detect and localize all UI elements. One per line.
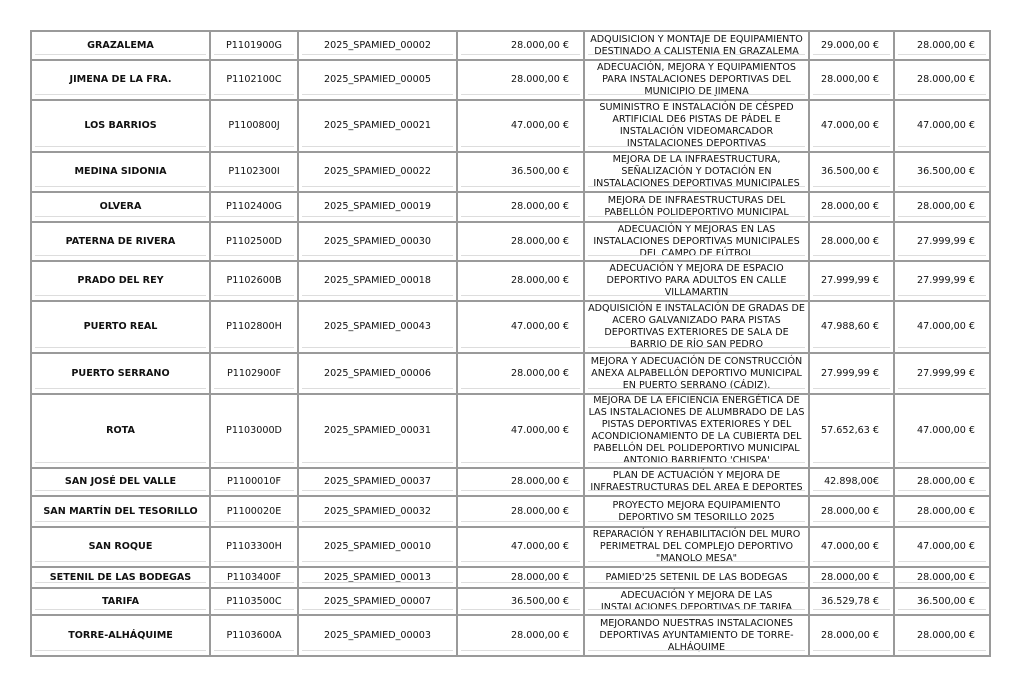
cif-cell: P1101900G <box>210 31 298 60</box>
requested-amount-cell: 28.000,00 € <box>457 353 584 394</box>
project-cell: SUMINISTRO E INSTALACIÓN DE CÉSPED ARTIFICIAL DE6 PISTAS DE PÁDEL E INSTALACIÓN VIDEOMARCADOR INSTALACIONES DEPORTIVAS <box>584 100 809 152</box>
budget-cell: 28.000,00 € <box>809 222 894 261</box>
budget-cell: 36.500,00 € <box>809 152 894 192</box>
granted-amount-cell: 47.000,00 € <box>894 394 990 468</box>
project-cell: MEJORA DE LA EFICIENCIA ENERGÉTICA DE LAS INSTALACIONES DE ALUMBRADO DE LAS PISTAS DEPORTIVAS EXTERIORES Y DEL ACONDICIONAMIENTO DE LA CUBIERTA DEL PABELLÓN DEL POLIDEPORTIVO MUNICIPAL ANTONIO BARRIENTO 'CHISPA' <box>584 394 809 468</box>
table-row <box>31 31 990 60</box>
requested-amount-cell: 28.000,00 € <box>457 496 584 527</box>
budget-cell: 27.999,99 € <box>809 261 894 301</box>
cif-cell: P1103500C <box>210 588 298 615</box>
municipality-cell: JIMENA DE LA FRA. <box>31 60 210 100</box>
municipality-cell: PUERTO REAL <box>31 301 210 353</box>
granted-amount-cell: 47.000,00 € <box>894 301 990 353</box>
cif-cell: P1102900F <box>210 353 298 394</box>
municipality-cell: OLVERA <box>31 192 210 222</box>
granted-amount-cell: 28.000,00 € <box>894 615 990 656</box>
project-cell: MEJORA Y ADECUACIÓN DE CONSTRUCCIÓN ANEXA ALPABELLÓN DEPORTIVO MUNICIPAL EN PUERTO SERRANO (CÁDIZ). <box>584 353 809 394</box>
municipality-cell: LOS BARRIOS <box>31 100 210 152</box>
project-cell: ADECUACIÓN Y MEJORAS EN LAS INSTALACIONES DEPORTIVAS MUNICIPALES DEL CAMPO DE FÚTBOL <box>584 222 809 261</box>
file-number-cell: 2025_SPAMIED_00018 <box>298 261 457 301</box>
table-row <box>31 527 990 567</box>
requested-amount-cell: 36.500,00 € <box>457 152 584 192</box>
cif-cell: P1103400F <box>210 567 298 588</box>
table-row <box>31 615 990 656</box>
table-row <box>31 152 990 192</box>
file-number-cell: 2025_SPAMIED_00030 <box>298 222 457 261</box>
requested-amount-cell: 47.000,00 € <box>457 527 584 567</box>
granted-amount-cell: 36.500,00 € <box>894 152 990 192</box>
file-number-cell: 2025_SPAMIED_00032 <box>298 496 457 527</box>
budget-cell: 27.999,99 € <box>809 353 894 394</box>
municipality-cell: SAN ROQUE <box>31 527 210 567</box>
file-number-cell: 2025_SPAMIED_00005 <box>298 60 457 100</box>
cif-cell: P1102100C <box>210 60 298 100</box>
table-row <box>31 353 990 394</box>
file-number-cell: 2025_SPAMIED_00003 <box>298 615 457 656</box>
project-cell: ADECUACIÓN Y MEJORA DE ESPACIO DEPORTIVO PARA ADULTOS EN CALLE VILLAMARTIN <box>584 261 809 301</box>
project-cell: ADECUACIÓN Y MEJORA DE LAS INSTALACIONES DEPORTIVAS DE TARIFA <box>584 588 809 615</box>
granted-amount-cell: 28.000,00 € <box>894 31 990 60</box>
budget-cell: 28.000,00 € <box>809 192 894 222</box>
municipality-cell: SETENIL DE LAS BODEGAS <box>31 567 210 588</box>
granted-amount-cell: 28.000,00 € <box>894 496 990 527</box>
project-cell: MEJORANDO NUESTRAS INSTALACIONES DEPORTIVAS AYUNTAMIENTO DE TORRE-ALHÁQUIME <box>584 615 809 656</box>
cif-cell: P1102500D <box>210 222 298 261</box>
budget-cell: 57.652,63 € <box>809 394 894 468</box>
budget-cell: 28.000,00 € <box>809 615 894 656</box>
project-cell: REPARACIÓN Y REHABILITACIÓN DEL MURO PERIMETRAL DEL COMPLEJO DEPORTIVO "MANOLO MESA" <box>584 527 809 567</box>
file-number-cell: 2025_SPAMIED_00010 <box>298 527 457 567</box>
table-row <box>31 468 990 496</box>
granted-amount-cell: 28.000,00 € <box>894 60 990 100</box>
requested-amount-cell: 28.000,00 € <box>457 31 584 60</box>
requested-amount-cell: 28.000,00 € <box>457 192 584 222</box>
budget-cell: 28.000,00 € <box>809 567 894 588</box>
file-number-cell: 2025_SPAMIED_00019 <box>298 192 457 222</box>
table-row <box>31 261 990 301</box>
budget-cell: 28.000,00 € <box>809 496 894 527</box>
project-cell: MEJORA DE LA INFRAESTRUCTURA, SEÑALIZACIÓN Y DOTACIÓN EN INSTALACIONES DEPORTIVAS MUNICIPALES <box>584 152 809 192</box>
requested-amount-cell: 28.000,00 € <box>457 60 584 100</box>
requested-amount-cell: 47.000,00 € <box>457 394 584 468</box>
cif-cell: P1103000D <box>210 394 298 468</box>
granted-amount-cell: 47.000,00 € <box>894 527 990 567</box>
budget-cell: 36.529,78 € <box>809 588 894 615</box>
budget-cell: 47.000,00 € <box>809 100 894 152</box>
municipality-cell: TARIFA <box>31 588 210 615</box>
file-number-cell: 2025_SPAMIED_00006 <box>298 353 457 394</box>
cif-cell: P1102300I <box>210 152 298 192</box>
cif-cell: P1102600B <box>210 261 298 301</box>
budget-cell: 42.898,00€ <box>809 468 894 496</box>
granted-amount-cell: 27.999,99 € <box>894 222 990 261</box>
requested-amount-cell: 36.500,00 € <box>457 588 584 615</box>
project-cell: ADECUACIÓN, MEJORA Y EQUIPAMIENTOS PARA INSTALACIONES DEPORTIVAS DEL MUNICIPIO DE JIMENA <box>584 60 809 100</box>
requested-amount-cell: 28.000,00 € <box>457 222 584 261</box>
municipality-cell: SAN MARTÍN DEL TESORILLO <box>31 496 210 527</box>
table-row <box>31 192 990 222</box>
table-row <box>31 588 990 615</box>
municipality-cell: PATERNA DE RIVERA <box>31 222 210 261</box>
file-number-cell: 2025_SPAMIED_00037 <box>298 468 457 496</box>
file-number-cell: 2025_SPAMIED_00021 <box>298 100 457 152</box>
project-cell: MEJORA DE INFRAESTRUCTURAS DEL PABELLÓN POLIDEPORTIVO MUNICIPAL <box>584 192 809 222</box>
requested-amount-cell: 28.000,00 € <box>457 261 584 301</box>
table-row <box>31 567 990 588</box>
file-number-cell: 2025_SPAMIED_00007 <box>298 588 457 615</box>
municipality-cell: SAN JOSÉ DEL VALLE <box>31 468 210 496</box>
municipality-cell: ROTA <box>31 394 210 468</box>
requested-amount-cell: 47.000,00 € <box>457 100 584 152</box>
cif-cell: P1100020E <box>210 496 298 527</box>
project-cell: PAMIED'25 SETENIL DE LAS BODEGAS <box>584 567 809 588</box>
cif-cell: P1102800H <box>210 301 298 353</box>
budget-cell: 29.000,00 € <box>809 31 894 60</box>
requested-amount-cell: 28.000,00 € <box>457 615 584 656</box>
project-cell: PLAN DE ACTUACIÓN Y MEJORA DE INFRAESTRUCTURAS DEL AREA E DEPORTES <box>584 468 809 496</box>
municipality-cell: MEDINA SIDONIA <box>31 152 210 192</box>
grants-table <box>30 30 991 657</box>
granted-amount-cell: 28.000,00 € <box>894 567 990 588</box>
cif-cell: P1103300H <box>210 527 298 567</box>
municipality-cell: TORRE-ALHÁQUIME <box>31 615 210 656</box>
requested-amount-cell: 28.000,00 € <box>457 468 584 496</box>
requested-amount-cell: 47.000,00 € <box>457 301 584 353</box>
file-number-cell: 2025_SPAMIED_00002 <box>298 31 457 60</box>
table-row <box>31 222 990 261</box>
municipality-cell: GRAZALEMA <box>31 31 210 60</box>
municipality-cell: PUERTO SERRANO <box>31 353 210 394</box>
granted-amount-cell: 28.000,00 € <box>894 468 990 496</box>
municipality-cell: PRADO DEL REY <box>31 261 210 301</box>
table-row <box>31 100 990 152</box>
granted-amount-cell: 36.500,00 € <box>894 588 990 615</box>
project-cell: ADQUISICIÓN E INSTALACIÓN DE GRADAS DE ACERO GALVANIZADO PARA PISTAS DEPORTIVAS EXTERIORES DE SALA DE BARRIO DE RÍO SAN PEDRO <box>584 301 809 353</box>
cif-cell: P1102400G <box>210 192 298 222</box>
file-number-cell: 2025_SPAMIED_00022 <box>298 152 457 192</box>
project-cell: PROYECTO MEJORA EQUIPAMIENTO DEPORTIVO SM TESORILLO 2025 <box>584 496 809 527</box>
project-cell: ADQUISICION Y MONTAJE DE EQUIPAMIENTO DESTINADO A CALISTENIA EN GRAZALEMA <box>584 31 809 60</box>
granted-amount-cell: 27.999,99 € <box>894 261 990 301</box>
table-row <box>31 496 990 527</box>
table-row <box>31 301 990 353</box>
granted-amount-cell: 47.000,00 € <box>894 100 990 152</box>
budget-cell: 28.000,00 € <box>809 60 894 100</box>
cif-cell: P1100010F <box>210 468 298 496</box>
file-number-cell: 2025_SPAMIED_00043 <box>298 301 457 353</box>
cif-cell: P1100800J <box>210 100 298 152</box>
budget-cell: 47.000,00 € <box>809 527 894 567</box>
file-number-cell: 2025_SPAMIED_00031 <box>298 394 457 468</box>
granted-amount-cell: 28.000,00 € <box>894 192 990 222</box>
requested-amount-cell: 28.000,00 € <box>457 567 584 588</box>
budget-cell: 47.988,60 € <box>809 301 894 353</box>
table-row <box>31 394 990 468</box>
granted-amount-cell: 27.999,99 € <box>894 353 990 394</box>
file-number-cell: 2025_SPAMIED_00013 <box>298 567 457 588</box>
cif-cell: P1103600A <box>210 615 298 656</box>
table-row <box>31 60 990 100</box>
